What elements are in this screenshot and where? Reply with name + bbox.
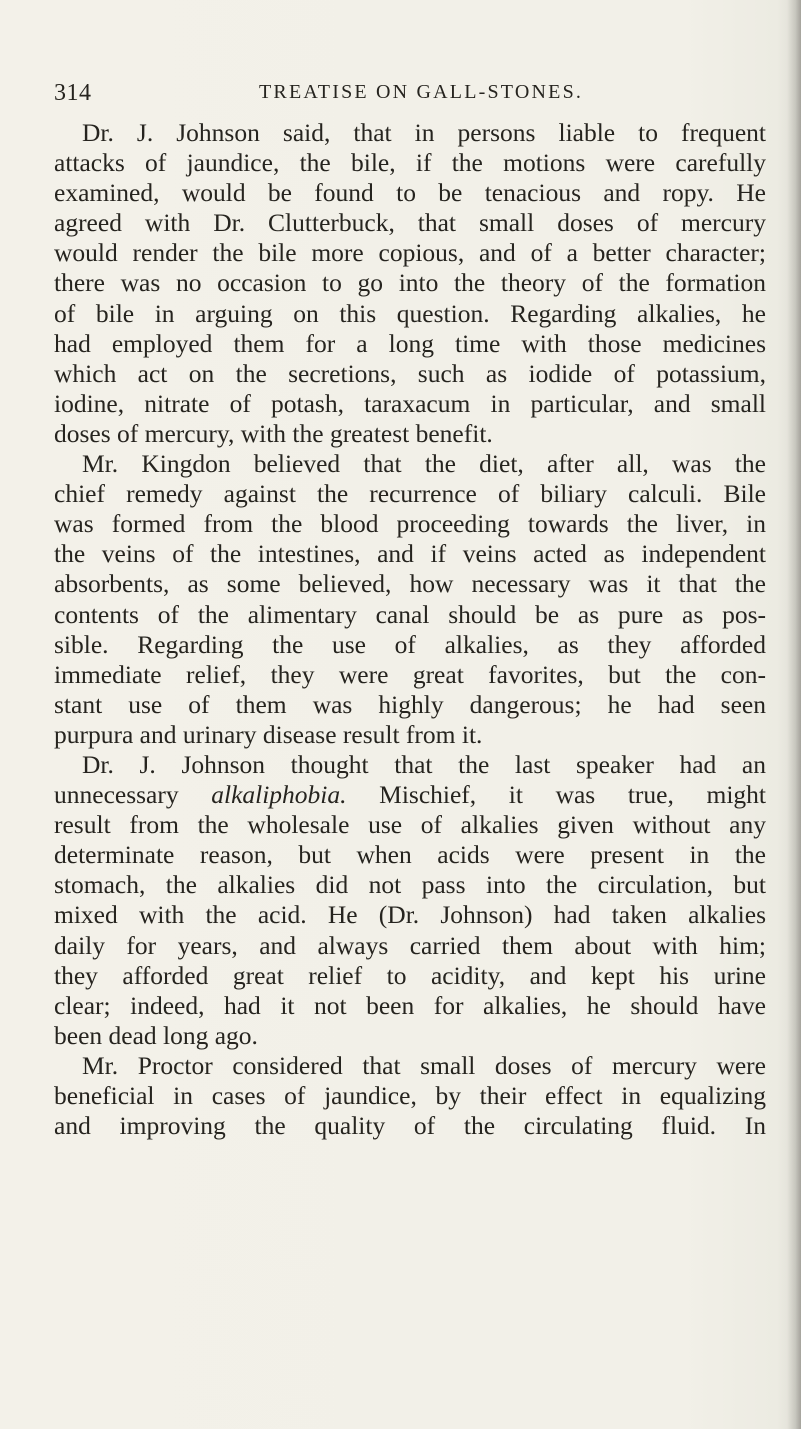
page-edge-shadow: [787, 0, 801, 1429]
text-line: they afforded great relief to acidity, and kept his urine: [54, 960, 766, 990]
text-line: sible. Regarding the use of alkalies, as they afforded: [54, 629, 766, 659]
text-line: which act on the secretions, such as iodide of potassium,: [54, 358, 766, 388]
text-line: mixed with the acid. He (Dr. Johnson) had taken alkalies: [54, 900, 766, 930]
text-line: of bile in arguing on this question. Regarding alkalies, he: [54, 298, 766, 328]
text-line: Mr. Proctor considered that small doses of mercury were: [82, 1050, 766, 1080]
text-line: and improving the quality of the circulating fluid. In: [54, 1111, 766, 1141]
text-segment: Mischief, it was true, might: [346, 780, 766, 810]
text-line: determinate reason, but when acids were present in the: [54, 840, 766, 870]
text-line: the veins of the intestines, and if veins acted as independent: [54, 539, 766, 569]
page-number: 314: [54, 80, 92, 106]
text-line: stant use of them was highly dangerous; he had seen: [54, 689, 766, 719]
text-line: stomach, the alkalies did not pass into the circulation, but: [54, 870, 766, 900]
text-line: attacks of jaundice, the bile, if the motions were carefully: [54, 148, 766, 178]
text-line-mixed: [54, 780, 766, 810]
text-line: there was no occasion to go into the theory of the formation: [54, 268, 766, 298]
text-line: clear; indeed, had it not been for alkalies, he should have: [54, 990, 766, 1020]
text-line: purpura and urinary disease result from it.: [54, 719, 483, 749]
text-line: daily for years, and always carried them about with him;: [54, 930, 766, 960]
text-line: Mr. Kingdon believed that the diet, after all, was the: [82, 449, 766, 479]
text-line: had employed them for a long time with those medicines: [54, 328, 766, 358]
text-line: agreed with Dr. Clutterbuck, that small doses of mercury: [54, 208, 766, 238]
text-line: Dr. J. Johnson thought that the last speaker had an: [82, 749, 766, 779]
body-text: [54, 118, 766, 1141]
text-line: would render the bile more copious, and of a better character;: [54, 238, 766, 268]
text-line: iodine, nitrate of potash, taraxacum in particular, and small: [54, 388, 766, 418]
running-title: TREATISE ON GALL-STONES.: [259, 81, 584, 103]
text-segment: unnecessary: [54, 780, 212, 810]
text-line: absorbents, as some believed, how necessary was it that the: [54, 569, 766, 599]
text-line: Dr. J. Johnson said, that in persons liable to frequent: [82, 118, 766, 147]
text-line: was formed from the blood proceeding towards the liver, in: [54, 509, 766, 539]
italic-term: alkaliphobia.: [211, 780, 347, 810]
running-head: [54, 80, 754, 110]
text-line: beneficial in cases of jaundice, by their effect in equalizing: [54, 1081, 766, 1110]
text-line: chief remedy against the recurrence of biliary calculi. Bile: [54, 479, 766, 509]
text-line: doses of mercury, with the greatest benefit.: [54, 418, 493, 448]
text-line: examined, would be found to be tenacious and ropy. He: [54, 178, 766, 208]
text-line: result from the wholesale use of alkalies given without any: [54, 810, 766, 840]
text-line: contents of the alimentary canal should be as pure as pos-: [54, 599, 766, 629]
text-line: been dead long ago.: [54, 1020, 258, 1050]
text-line: immediate relief, they were great favorites, but the con-: [54, 659, 766, 689]
